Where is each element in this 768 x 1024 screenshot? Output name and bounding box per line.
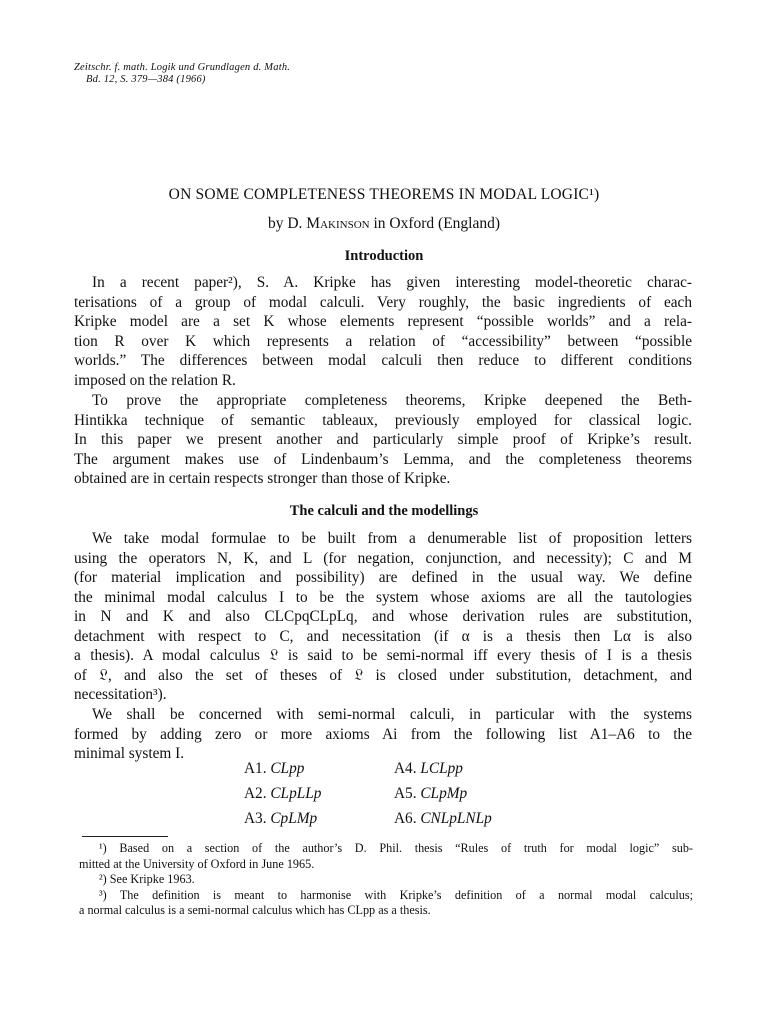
text-line: using the operators N, K, and L (for negation, conjunction, and necessity); C and M bbox=[74, 549, 692, 567]
author-name: Makinson bbox=[306, 215, 370, 232]
footnote-line: mitted at the University of Oxford in June 1965. bbox=[79, 856, 315, 871]
section-heading-introduction: Introduction bbox=[344, 248, 424, 264]
calculi-paragraph-1 bbox=[74, 529, 692, 705]
text-line: tion R over K which represents a relation of “accessibility” between “possible bbox=[74, 332, 692, 350]
text-line: formed by adding zero or more axioms Ai from the following list A1–A6 to the bbox=[74, 725, 692, 743]
axiom-a6: A6. CNLpLNLp bbox=[394, 810, 492, 827]
text-line: necessitation³). bbox=[74, 686, 167, 703]
axiom-row bbox=[244, 785, 544, 810]
footnote-line: ¹) Based on a section of the author’s D. Phil. thesis “Rules of truth for modal logic” sub- bbox=[99, 841, 693, 855]
axiom-row bbox=[244, 810, 544, 835]
text-line: minimal system I. bbox=[74, 745, 185, 762]
paper-title: ON SOME COMPLETENESS THEOREMS IN MODAL LOGIC¹) bbox=[168, 186, 600, 203]
text-line: in N and K and also CLCpqCLpLq, and whose derivation rules are substitution, bbox=[74, 608, 692, 625]
text-line: the minimal modal calculus I to be the system whose axioms are all the tautologies bbox=[74, 588, 692, 606]
footnote-line: ³) The definition is meant to harmonise with Kripke’s definition of a normal modal calculus; bbox=[99, 887, 693, 902]
text-line: (for material implication and possibility) are defined in the usual way. We define bbox=[74, 569, 692, 586]
text-line: of 𝔏, and also the set of theses of 𝔏 is closed under substitution, detachment, and bbox=[74, 666, 692, 684]
text-line: The argument makes use of Lindenbaum’s Lemma, and the completeness theorems bbox=[74, 450, 692, 468]
axiom-a3: A3. CpLMp bbox=[244, 810, 318, 827]
text-line: To prove the appropriate completeness theorems, Kripke deepened the Beth- bbox=[92, 392, 692, 409]
text-line: terisations of a group of modal calculi. Very roughly, the basic ingredients of each bbox=[74, 293, 692, 311]
axiom-a4: A4. LCLpp bbox=[394, 760, 463, 777]
text-line: detachment with respect to C, and necessitation (if α is a thesis then Lα is also bbox=[74, 627, 692, 645]
byline-prefix: by D. bbox=[267, 215, 303, 232]
axiom-a1: A1. CLpp bbox=[244, 760, 305, 777]
text-line: Hintikka technique of semantic tableaux, previously employed for classical logic. bbox=[74, 411, 692, 429]
byline-suffix: in Oxford (England) bbox=[373, 215, 501, 232]
journal-citation bbox=[74, 62, 290, 86]
text-line: In this paper we present another and particularly simple proof of Kripke’s result. bbox=[74, 431, 692, 448]
journal-line-1: Zeitschr. f. math. Logik und Grundlagen d. Math. bbox=[74, 62, 291, 73]
footnote-line: a normal calculus is a semi-normal calculus which has CLpp as a thesis. bbox=[79, 903, 431, 917]
footnotes bbox=[79, 841, 693, 919]
axiom-a5: A5. CLpMp bbox=[394, 785, 468, 802]
axiom-row bbox=[244, 760, 544, 785]
journal-line-2: Bd. 12, S. 379—384 (1966) bbox=[86, 74, 206, 85]
text-line: a thesis). A modal calculus 𝔏 is said to be semi-normal iff every thesis of I is a thesis bbox=[74, 647, 692, 664]
text-line: Kripke model are a set K whose elements represent “possible worlds” and a rela- bbox=[74, 313, 692, 330]
byline bbox=[0, 215, 768, 233]
text-line: In a recent paper²), S. A. Kripke has given interesting model-theoretic charac- bbox=[92, 274, 692, 291]
footnote-divider bbox=[82, 836, 168, 837]
text-line: We take modal formulae to be built from a denumerable list of proposition letters bbox=[92, 530, 692, 547]
axiom-list bbox=[244, 760, 544, 835]
footnote-line: ²) See Kripke 1963. bbox=[99, 872, 195, 886]
text-line: We shall be concerned with semi-normal calculi, in particular with the systems bbox=[92, 706, 692, 723]
calculi-paragraph-2 bbox=[74, 705, 692, 764]
text-line: imposed on the relation R. bbox=[74, 371, 236, 389]
intro-paragraph-1 bbox=[74, 273, 692, 390]
axiom-a2: A2. CLpLLp bbox=[244, 785, 322, 802]
section-heading-calculi: The calculi and the modellings bbox=[289, 503, 479, 519]
intro-paragraph-2 bbox=[74, 391, 692, 489]
text-line: worlds.” The differences between modal calculi then reduce to different conditions bbox=[74, 352, 692, 369]
text-line: obtained are in certain respects stronger than those of Kripke. bbox=[74, 470, 451, 487]
